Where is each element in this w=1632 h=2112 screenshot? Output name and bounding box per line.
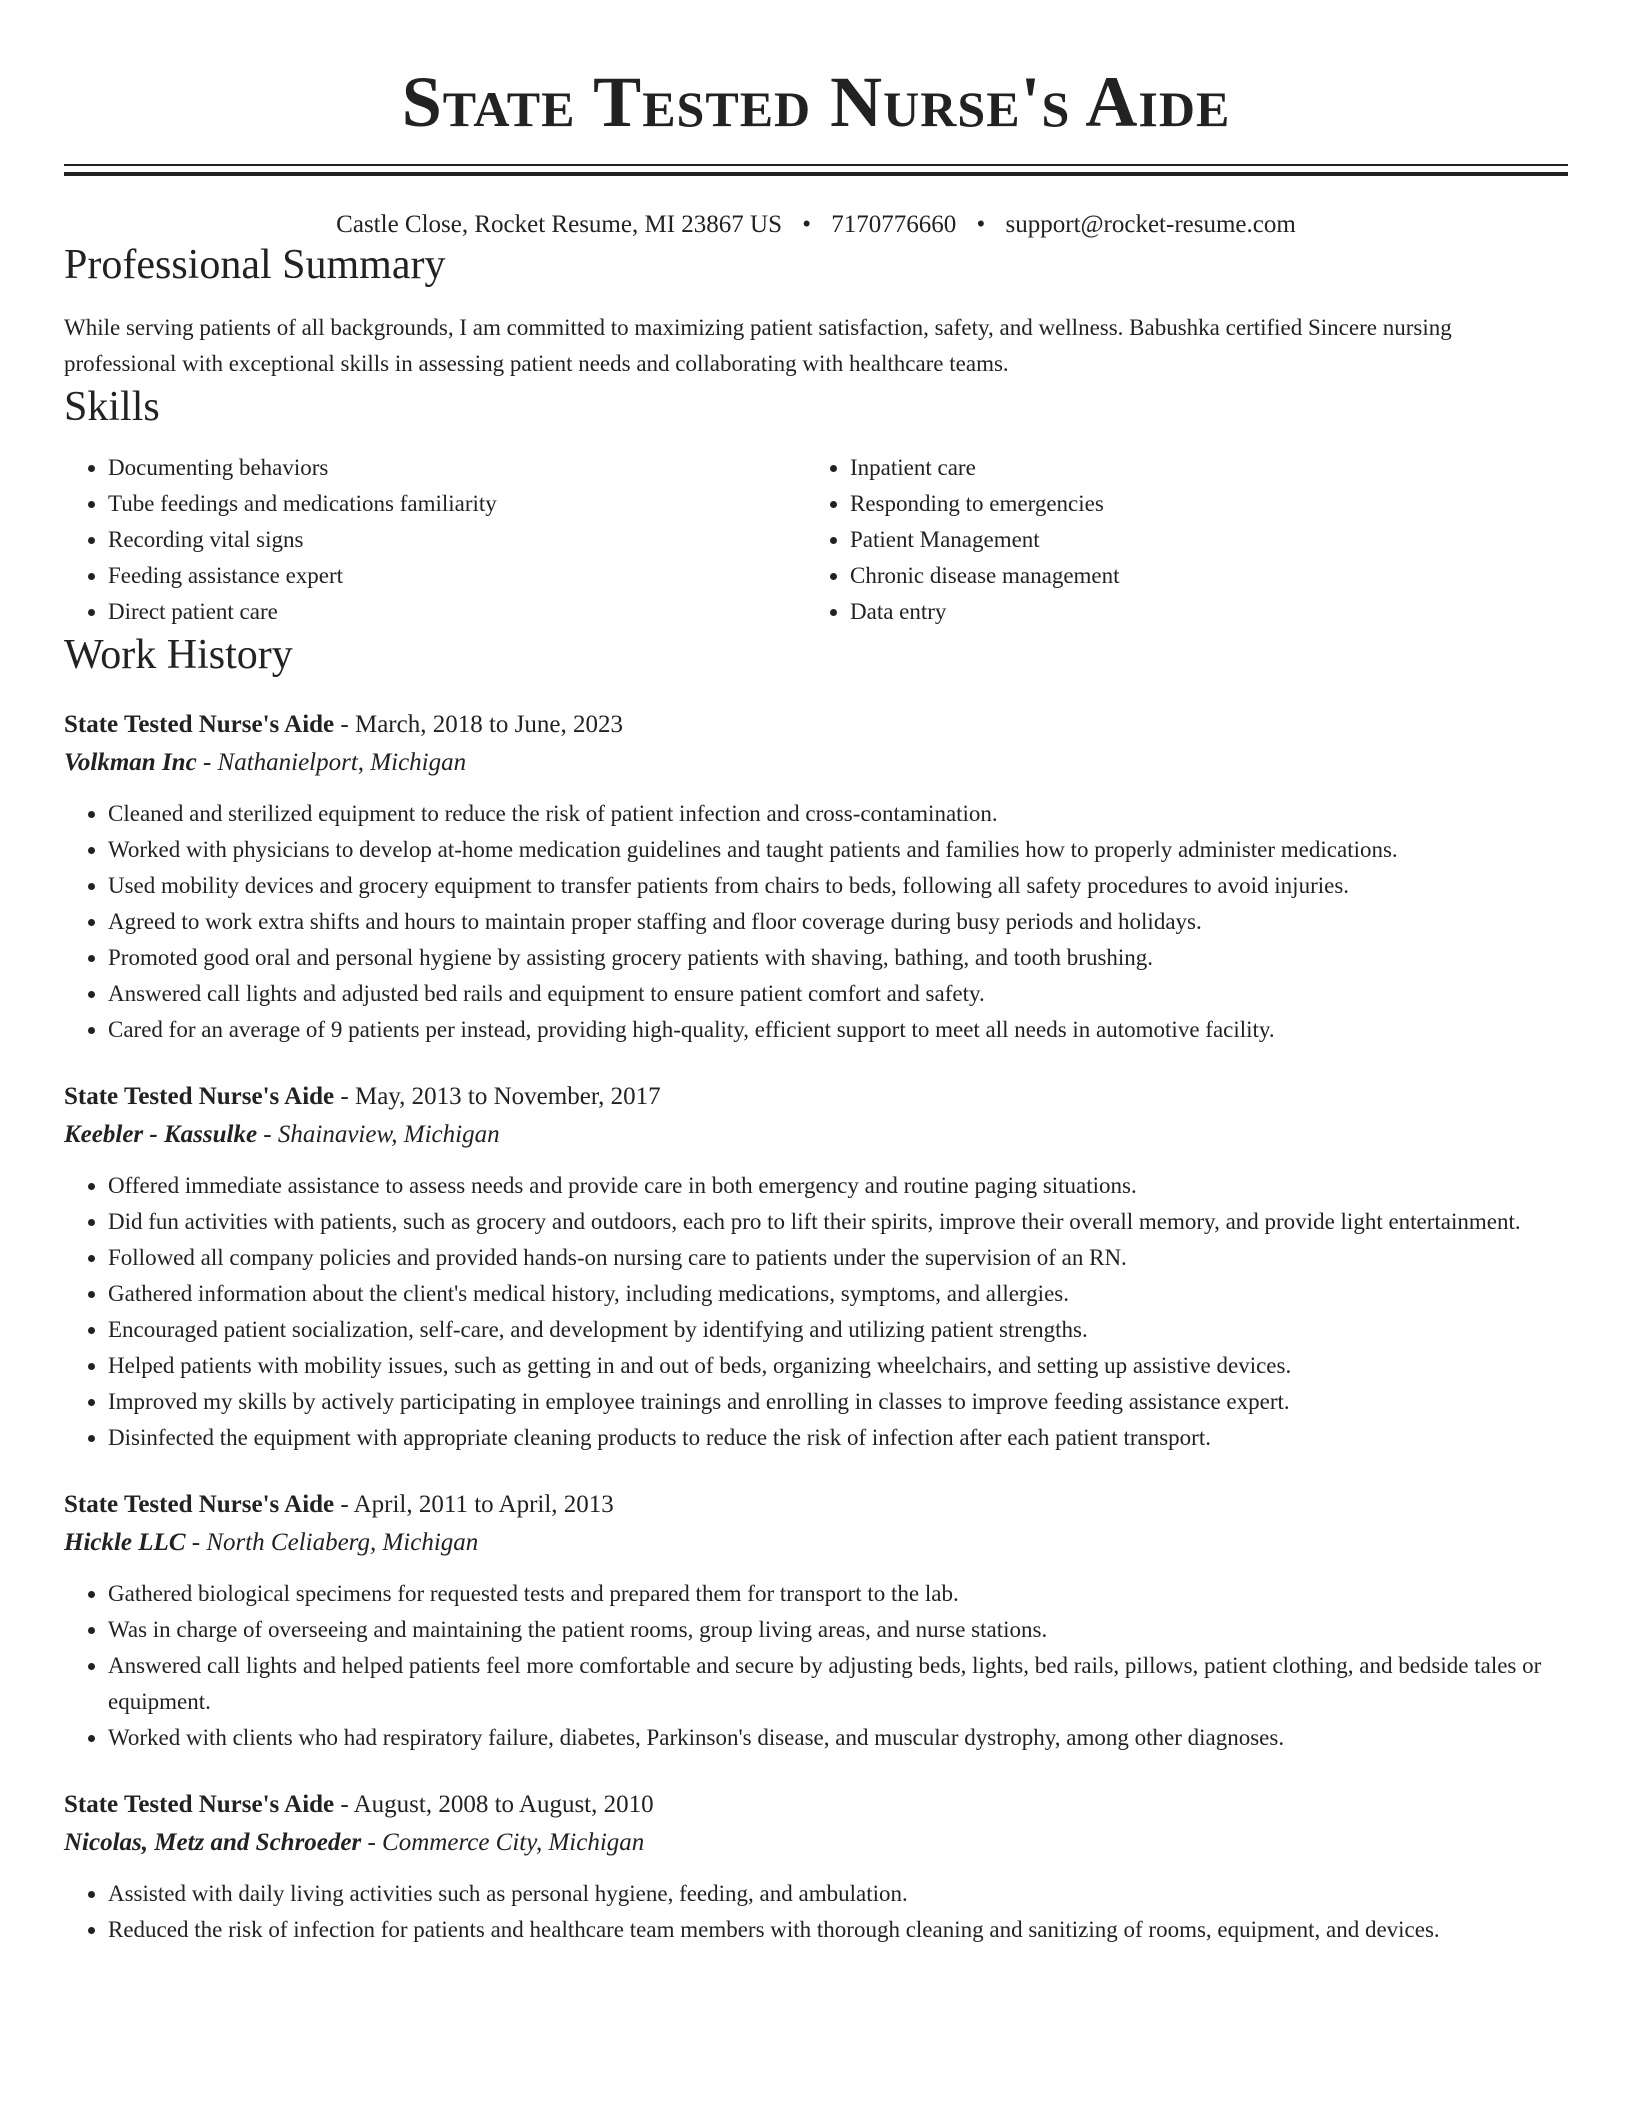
job-title: State Tested Nurse's Aide — [64, 1083, 335, 1110]
job-entry — [64, 706, 1568, 1048]
job-bullet: • Cleaned and sterilized equipment to reduce the risk of patient infection and cross-contamination. — [108, 796, 1568, 832]
job-bullet: • Helped patients with mobility issues, such as getting in and out of beds, organizing wheelchairs, and setting up assistive devices. — [108, 1348, 1568, 1384]
company-line — [64, 744, 1568, 782]
skill-item: • Data entry — [850, 594, 1548, 630]
skill-item: • Patient Management — [850, 522, 1548, 558]
job-title-line — [64, 706, 1568, 744]
job-dates: - April, 2011 to April, 2013 — [340, 1491, 614, 1518]
job-bullet: • Followed all company policies and provided hands-on nursing care to patients under the supervision of an RN. — [108, 1240, 1568, 1276]
company-name: Keebler - Kassulke — [64, 1121, 258, 1148]
contact-phone: 7170776660 — [831, 211, 957, 238]
job-bullet: • Answered call lights and adjusted bed rails and equipment to ensure patient comfort and safety. — [108, 976, 1568, 1012]
skills-grid — [64, 450, 1568, 630]
job-bullet: • Worked with physicians to develop at-home medication guidelines and taught patients and families how to properly administer medications. — [108, 832, 1568, 868]
job-bullet: • Improved my skills by actively participating in employee trainings and enrolling in classes to improve feeding assistance expert. — [108, 1384, 1568, 1420]
company-location: - Nathanielport, Michigan — [202, 749, 467, 776]
job-bullet: • Agreed to work extra shifts and hours to maintain proper staffing and floor coverage during busy periods and holidays. — [108, 904, 1568, 940]
contact-email: support@rocket-resume.com — [1005, 211, 1296, 238]
job-title-line — [64, 1786, 1568, 1824]
job-entry — [64, 1786, 1568, 1948]
job-bullet: • Assisted with daily living activities such as personal hygiene, feeding, and ambulation. — [108, 1876, 1568, 1912]
contact-separator: • — [802, 211, 811, 238]
job-dates: - May, 2013 to November, 2017 — [340, 1083, 661, 1110]
job-bullet: • Encouraged patient socialization, self-care, and development by identifying and utilizing patient strengths. — [108, 1312, 1568, 1348]
job-bullet: • Promoted good oral and personal hygiene by assisting grocery patients with shaving, bathing, and tooth brushing. — [108, 940, 1568, 976]
job-title: State Tested Nurse's Aide — [64, 1791, 335, 1818]
title-divider — [64, 164, 1568, 176]
contact-line — [64, 210, 1568, 240]
skill-item: • Inpatient care — [850, 450, 1548, 486]
summary-text: While serving patients of all backgrounds, I am committed to maximizing patient satisfaction, safety, and wellness. Babushka certified Sincere nursing professional with exceptional skills in assessing patient needs and collaborating with healthcare teams. — [64, 315, 1452, 376]
job-dates: - March, 2018 to June, 2023 — [340, 711, 623, 738]
skill-item: • Recording vital signs — [108, 522, 806, 558]
skill-item: • Documenting behaviors — [108, 450, 806, 486]
job-bullet: • Used mobility devices and grocery equipment to transfer patients from chairs to beds, following all safety procedures to avoid injuries. — [108, 868, 1568, 904]
job-dates: - August, 2008 to August, 2010 — [340, 1791, 654, 1818]
skill-item: • Chronic disease management — [850, 558, 1548, 594]
job-bullets — [64, 1168, 1568, 1456]
company-location: - North Celiaberg, Michigan — [191, 1529, 479, 1556]
company-line — [64, 1824, 1568, 1862]
job-entry — [64, 1486, 1568, 1756]
skills-column-left — [64, 450, 806, 630]
job-entry — [64, 1078, 1568, 1456]
job-bullet: • Was in charge of overseeing and maintaining the patient rooms, group living areas, and nurse stations. — [108, 1612, 1568, 1648]
summary-heading: Professional Summary — [64, 242, 446, 288]
company-location: - Shainaview, Michigan — [263, 1121, 500, 1148]
job-bullets — [64, 1876, 1568, 1948]
contact-separator: • — [976, 211, 986, 238]
skill-item: • Tube feedings and medications familiarity — [108, 486, 806, 522]
resume-title: State Tested Nurse's Aide — [401, 62, 1231, 142]
job-title-line — [64, 1078, 1568, 1116]
company-line — [64, 1524, 1568, 1562]
skills-column-right — [806, 450, 1548, 630]
skills-heading: Skills — [64, 384, 160, 430]
work-history-heading: Work History — [64, 632, 293, 678]
company-name: Volkman Inc — [64, 749, 197, 776]
job-bullet: • Gathered information about the client's medical history, including medications, symptoms, and allergies. — [108, 1276, 1568, 1312]
job-bullet: • Cared for an average of 9 patients per instead, providing high-quality, efficient support to meet all needs in automotive facility. — [108, 1012, 1568, 1048]
job-bullets — [64, 1576, 1568, 1756]
job-bullet: • Reduced the risk of infection for patients and healthcare team members with thorough cleaning and sanitizing of rooms, equipment, and devices. — [108, 1912, 1568, 1948]
job-bullet: • Worked with clients who had respiratory failure, diabetes, Parkinson's disease, and muscular dystrophy, among other diagnoses. — [108, 1720, 1568, 1756]
job-bullet: • Answered call lights and helped patients feel more comfortable and secure by adjusting beds, lights, bed rails, pillows, patient clothing, and bedside tales or equipment. — [108, 1648, 1568, 1720]
job-bullet: • Disinfected the equipment with appropriate cleaning products to reduce the risk of infection after each patient transport. — [108, 1420, 1568, 1456]
job-bullet: • Did fun activities with patients, such as grocery and outdoors, each pro to lift their spirits, improve their overall memory, and provide light entertainment. — [108, 1204, 1568, 1240]
job-title: State Tested Nurse's Aide — [64, 711, 335, 738]
job-bullets — [64, 796, 1568, 1048]
job-bullet: • Gathered biological specimens for requested tests and prepared them for transport to the lab. — [108, 1576, 1568, 1612]
company-name: Hickle LLC — [64, 1529, 186, 1556]
skill-item: • Direct patient care — [108, 594, 806, 630]
company-name: Nicolas, Metz and Schroeder — [64, 1829, 362, 1856]
company-location: - Commerce City, Michigan — [367, 1829, 645, 1856]
contact-address: Castle Close, Rocket Resume, MI 23867 US — [336, 211, 782, 238]
skill-item: • Responding to emergencies — [850, 486, 1548, 522]
skill-item: • Feeding assistance expert — [108, 558, 806, 594]
job-title-line — [64, 1486, 1568, 1524]
job-bullet: • Offered immediate assistance to assess needs and provide care in both emergency and routine paging situations. — [108, 1168, 1568, 1204]
job-title: State Tested Nurse's Aide — [64, 1491, 335, 1518]
company-line — [64, 1116, 1568, 1154]
